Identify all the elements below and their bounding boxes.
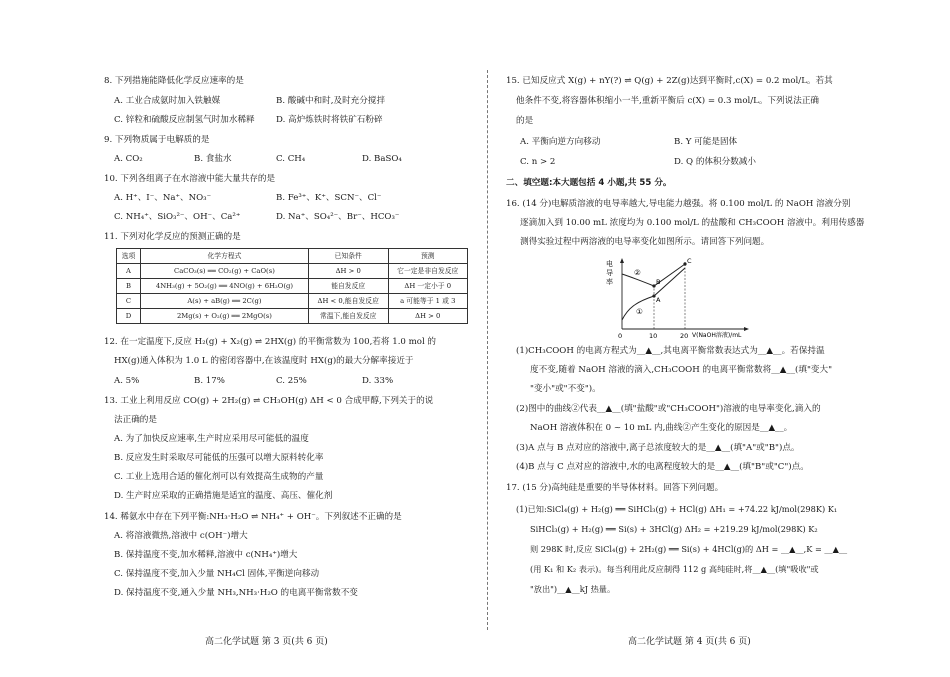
q10-option-a: A. H⁺、I⁻、Na⁺、NO₃⁻ xyxy=(114,193,212,203)
left-page-footer: 高二化学试题 第 3 页(共 6 页) xyxy=(205,637,328,647)
table-cell: A(s) + aB(g) ══ 2C(g) xyxy=(140,294,308,309)
x-axis-label: V(NaOH溶液)/mL xyxy=(692,332,742,339)
table-cell: ΔH < 0,能自发反应 xyxy=(308,294,388,309)
q11-header-option: 选项 xyxy=(117,249,141,264)
q16-sub-2-line-1: (2)图中的曲线②代表__▲__(填"盐酸"或"CH₃COOH")溶液的电导率变化,滴入的 xyxy=(516,404,821,414)
table-cell: 能自发反应 xyxy=(308,279,388,294)
q9-option-a: A. CO₂ xyxy=(114,154,143,164)
q16-sub-1-line-3: "变小"或"不变")。 xyxy=(530,384,601,394)
curve-1-label: ① xyxy=(636,307,643,316)
table-cell: ΔH 一定小于 0 xyxy=(388,279,467,294)
q17-stem: 17. (15 分)高纯硅是重要的半导体材料。回答下列问题。 xyxy=(506,483,724,493)
q15-line-1: 15. 已知反应式 X(g) + nY(?) ⇌ Q(g) + 2Z(g)达到平衡时,c(X) = 0.2 mol/L。若其 xyxy=(506,76,833,86)
q8-option-a: A. 工业合成氨时加入铁触媒 xyxy=(114,96,221,106)
table-cell: ΔH > 0 xyxy=(308,264,388,279)
curve-2-hydrochloric xyxy=(622,264,685,286)
table-cell: 4NH₃(g) + 5O₂(g) ══ 4NO(g) + 6H₂O(g) xyxy=(140,279,308,294)
q12-option-d: D. 33% xyxy=(362,376,394,386)
q16-sub-1-line-1: (1)CH₃COOH 的电离方程式为__▲__,其电离平衡常数表达式为__▲__。若保持温 xyxy=(516,346,825,356)
q10-option-c: C. NH₄⁺、SiO₃²⁻、OH⁻、Ca²⁺ xyxy=(114,212,241,222)
q9-option-b: B. 食盐水 xyxy=(194,154,232,164)
q8-option-d: D. 高炉炼铁时将铁矿石粉碎 xyxy=(276,115,383,125)
table-row xyxy=(117,309,468,324)
q11-stem: 11. 下列对化学反应的预测正确的是 xyxy=(104,232,241,242)
x-tick-0: 0 xyxy=(618,332,623,339)
section-2-heading: 二、填空题:本大题包括 4 小题,共 55 分。 xyxy=(506,178,672,188)
q12-option-c: C. 25% xyxy=(276,376,307,386)
curve-1-acetic xyxy=(622,268,685,320)
q11-table-header xyxy=(117,249,468,264)
q13-option-a: A. 为了加快反应速率,生产时应采用尽可能低的温度 xyxy=(114,434,309,444)
q16-sub-1-line-2: 度不变,随着 NaOH 溶液的滴入,CH₃COOH 的电离平衡常数将__▲__(填"变大" xyxy=(530,365,833,375)
q13-line-2: 法正确的是 xyxy=(114,415,157,425)
q8-option-c: C. 锌粒和硫酸反应制氢气时加水稀释 xyxy=(114,115,255,125)
curve-2-label: ② xyxy=(634,268,641,277)
q15-line-2: 他条件不变,将容器体积缩小一半,重新平衡后 c(X) = 0.3 mol/L。下列说法正确 xyxy=(516,96,820,106)
q10-option-b: B. Fe³⁺、K⁺、SCN⁻、Cl⁻ xyxy=(276,193,382,203)
q9-option-d: D. BaSO₄ xyxy=(362,154,402,164)
table-row xyxy=(117,264,468,279)
q12-option-a: A. 5% xyxy=(114,376,140,386)
q17-question-line-2: (用 K₁ 和 K₂ 表示)。每当利用此反应制得 112 g 高纯硅时,将__▲__(填"吸收"或 xyxy=(530,564,819,574)
q8-option-b: B. 酸碱中和时,及时充分搅拌 xyxy=(276,96,386,106)
q17-eq-2: SiHCl₃(g) + H₂(g) ══ Si(s) + 3HCl(g) ΔH₂ = +219.29 kJ/mol(298K) K₂ xyxy=(530,524,818,534)
table-cell: 常温下,能自发反应 xyxy=(308,309,388,324)
x-tick-10: 10 xyxy=(649,332,658,339)
table-cell: B xyxy=(117,279,141,294)
q14-option-d: D. 保持温度不变,通入少量 NH₃,NH₃·H₂O 的电离平衡常数不变 xyxy=(114,588,358,598)
point-b-label: B xyxy=(656,278,661,286)
q11-header-equation: 化学方程式 xyxy=(140,249,308,264)
conductivity-chart xyxy=(606,254,756,339)
q16-line-3: 测得实验过程中两溶液的电导率变化如图所示。请回答下列问题。 xyxy=(520,237,770,247)
q10-option-d: D. Na⁺、SO₄²⁻、Br⁻、HCO₃⁻ xyxy=(276,212,400,222)
q14-option-a: A. 将溶液微热,溶液中 c(OH⁻)增大 xyxy=(114,531,248,541)
q17-question-line-3: "放出")__▲__kJ 热量。 xyxy=(530,584,616,594)
table-cell: D xyxy=(117,309,141,324)
table-cell: 2Mg(s) + O₂(g) ══ 2MgO(s) xyxy=(140,309,308,324)
table-cell: 它一定是非自发反应 xyxy=(388,264,467,279)
q10-stem: 10. 下列各组离子在水溶液中能大量共存的是 xyxy=(104,174,276,184)
q12-line-2: HX(g)通入体积为 1.0 L 的密闭容器中,在该温度时 HX(g)的最大分解率接近于 xyxy=(114,356,414,366)
table-cell: ΔH > 0 xyxy=(388,309,467,324)
point-a-label: A xyxy=(656,296,661,304)
q13-option-c: C. 工业上选用合适的催化剂可以有效提高生成物的产量 xyxy=(114,472,324,482)
q13-option-d: D. 生产时应采取的正确措施是适宜的温度、高压、催化剂 xyxy=(114,491,333,501)
q14-option-c: C. 保持温度不变,加入少量 NH₄Cl 固体,平衡逆向移动 xyxy=(114,569,320,579)
q9-option-c: C. CH₄ xyxy=(276,154,306,164)
y-axis-label-1: 电 xyxy=(606,260,613,268)
q15-option-d: D. Q 的体积分数减小 xyxy=(674,157,756,167)
q17-eq-1: (1)已知:SiCl₄(g) + H₂(g) ══ SiHCl₃(g) + HCl(g) ΔH₁ = +74.22 kJ/mol(298K) K₁ xyxy=(516,504,838,514)
q8-stem: 8. 下列措施能降低化学反应速率的是 xyxy=(104,76,244,86)
q15-option-c: C. n > 2 xyxy=(520,157,556,167)
q11-table xyxy=(116,248,468,324)
q15-option-b: B. Y 可能是固体 xyxy=(674,137,738,147)
q16-sub-2-line-2: NaOH 溶液体积在 0 ~ 10 mL 内,曲线②产生变化的原因是__▲__。 xyxy=(530,423,793,433)
x-tick-20: 20 xyxy=(680,332,689,339)
table-cell: A xyxy=(117,264,141,279)
table-row xyxy=(117,279,468,294)
q11-header-prediction: 预测 xyxy=(388,249,467,264)
q13-line-1: 13. 工业上利用反应 CO(g) + 2H₂(g) ⇌ CH₃OH(g) ΔH < 0 合成甲醇,下列关于的说 xyxy=(104,396,434,406)
q14-stem: 14. 稀氨水中存在下列平衡:NH₃·H₂O ⇌ NH₄⁺ + OH⁻。下列叙述不正确的是 xyxy=(104,512,402,522)
y-axis-arrow xyxy=(620,258,624,263)
table-cell: a 可能等于 1 或 3 xyxy=(388,294,467,309)
q12-option-b: B. 17% xyxy=(194,376,225,386)
table-cell: C xyxy=(117,294,141,309)
q16-sub-3: (3)A 点与 B 点对应的溶液中,离子总浓度较大的是__▲__(填"A"或"B")点。 xyxy=(516,443,800,453)
point-c-label: C xyxy=(687,257,692,265)
q9-stem: 9. 下列物质属于电解质的是 xyxy=(104,135,210,145)
q11-header-condition: 已知条件 xyxy=(308,249,388,264)
q13-option-b: B. 反应发生时采取尽可能低的压强可以增大原料转化率 xyxy=(114,453,324,463)
right-page-footer: 高二化学试题 第 4 页(共 6 页) xyxy=(628,637,751,647)
table-row xyxy=(117,294,468,309)
y-axis-label-2: 导 xyxy=(606,269,613,277)
q15-line-3: 的是 xyxy=(516,116,534,126)
x-axis-arrow xyxy=(744,327,749,331)
column-divider xyxy=(487,70,488,630)
y-axis-label-3: 率 xyxy=(606,278,613,286)
q16-sub-4: (4)B 点与 C 点对应的溶液中,水的电离程度较大的是__▲__(填"B"或"C")点。 xyxy=(516,462,809,472)
q17-question-line-1: 则 298K 时,反应 SiCl₄(g) + 2H₂(g) ══ Si(s) + 4HCl(g)的 ΔH = __▲__,K = __▲__ xyxy=(530,544,848,554)
q14-option-b: B. 保持温度不变,加水稀释,溶液中 c(NH₄⁺)增大 xyxy=(114,550,298,560)
q12-line-1: 12. 在一定温度下,反应 H₂(g) + X₂(g) ⇌ 2HX(g) 的平衡常数为 100,若将 1.0 mol 的 xyxy=(104,337,437,347)
q16-line-2: 逐滴加入到 10.00 mL 浓度均为 0.100 mol/L 的盐酸和 CH₃COOH 溶液中。利用传感器 xyxy=(520,218,865,228)
q16-line-1: 16. (14 分)电解质溶液的电导率越大,导电能力越强。将 0.100 mol/L 的 NaOH 溶液分别 xyxy=(506,199,851,209)
table-cell: CaCO₃(s) ══ CO₂(g) + CaO(s) xyxy=(140,264,308,279)
q15-option-a: A. 平衡向逆方向移动 xyxy=(520,137,601,147)
